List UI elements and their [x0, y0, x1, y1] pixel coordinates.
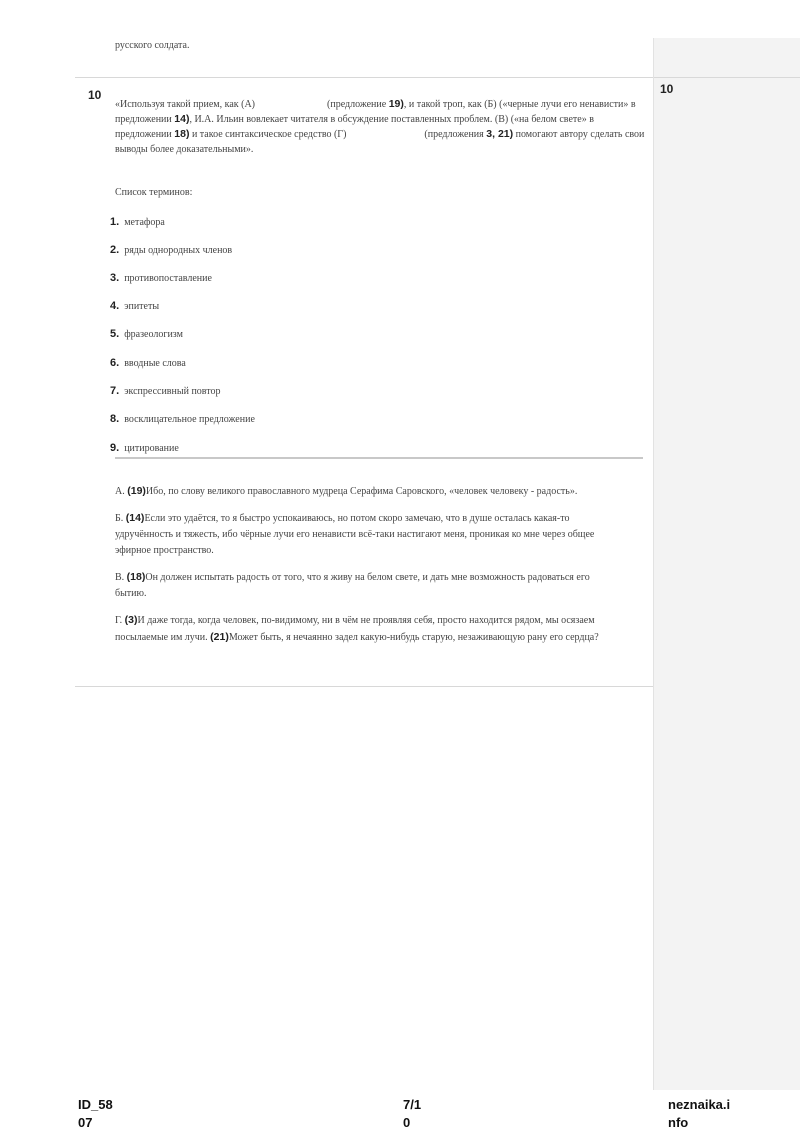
sentence-ref: 18) [174, 128, 190, 140]
footer-id: ID_58 07 [78, 1097, 113, 1130]
example-v: В. (18)Он должен испытать радость от того, что я живу на белом свете, и дать мне возможность радоваться его бытию. [115, 571, 590, 599]
sentence-ref: 14) [174, 113, 190, 125]
task-text-part: и такое синтаксическое средство (Г) [189, 129, 347, 140]
question-number: 10 [88, 88, 102, 102]
term-item: 6. вводные слова [110, 357, 186, 369]
examples-block [115, 483, 615, 656]
term-item: 5. фразеологизм [110, 328, 183, 340]
term-item: 2. ряды однородных членов [110, 244, 233, 256]
answer-column [653, 38, 800, 1090]
divider [75, 686, 653, 687]
task-text-part: («черные лучи его ненависти» в предложении [115, 99, 636, 125]
sentence-ref: 3, 21) [486, 128, 514, 140]
task-text-part: «Используя такой прием, как (А) [115, 99, 256, 110]
term-item: 7. экспрессивный повтор [110, 385, 221, 397]
footer-site: neznaika.i nfo [668, 1097, 731, 1130]
task-text-part: (предложения [424, 129, 487, 140]
terms-list-title: Список терминов: [115, 187, 193, 198]
term-item: 9. цитирование [110, 442, 179, 454]
divider [115, 457, 643, 459]
answer-box-number: 10 [660, 82, 674, 96]
sentence-ref: 19) [388, 98, 404, 110]
term-item: 1. метафора [110, 216, 165, 228]
footer-page-number: 7/1 0 [403, 1097, 422, 1130]
task-text-part: , и такой троп, как (Б) [403, 99, 497, 110]
task-text-part: помогают автору сделать свои выводы более доказательными». [115, 129, 645, 155]
divider [654, 77, 800, 78]
task-text-part: , И.А. Ильин вовлекает читателя в обсуждение поставленных проблем. (В) («на белом свете» в предложении [115, 114, 594, 140]
task-text-part: (предложение [327, 99, 389, 110]
term-item: 8. восклицательное предложение [110, 413, 255, 425]
previous-text-fragment: русского солдата. [115, 40, 190, 51]
term-item: 4. эпитеты [110, 300, 160, 312]
example-a: А. (19)Ибо, по слову великого православного мудреца Серафима Саровского, «человек человеку - радость». [115, 485, 578, 497]
task-text [115, 97, 645, 157]
divider [75, 77, 653, 78]
term-item: 3. противопоставление [110, 272, 212, 284]
example-g: Г. (3)И даже тогда, когда человек, по-видимому, ни в чём не проявляя себя, просто находится рядом, мы осязаем посылаемые им лучи. (21)Может быть, я нечаянно задел какую-нибудь старую, незаживающую рану его сердца? [115, 614, 599, 643]
example-b: Б. (14)Если это удаётся, то я быстро успокаиваюсь, но потом скоро замечаю, что в душе осталась какая-то удручённость и тяжесть, ибо чёрные лучи его ненависти всё-таки настигают меня, проникая ко мне через общее эфирное пространство. [115, 512, 595, 556]
